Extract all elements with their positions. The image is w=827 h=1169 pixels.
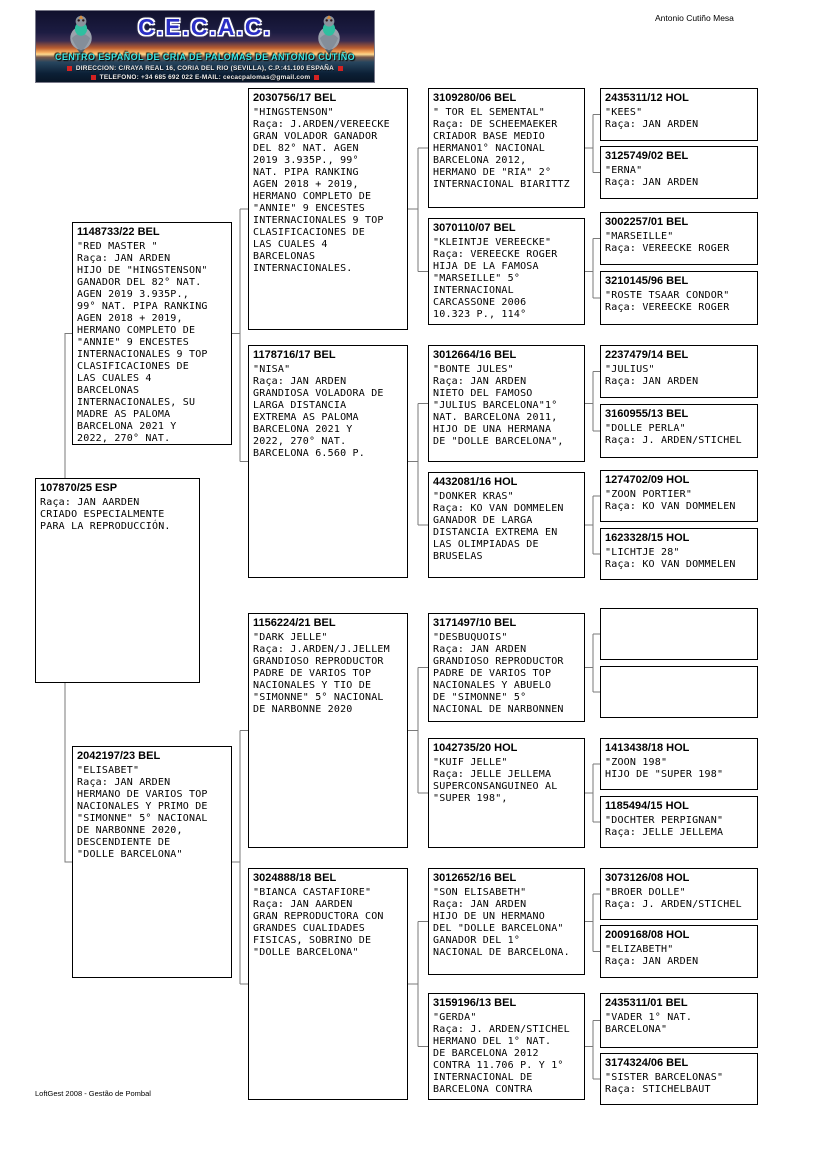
pedigree-box	[248, 613, 408, 848]
pedigree-text-line: "ROSTE TSAAR CONDOR"	[605, 290, 730, 301]
pedigree-text-line: "JULIUS"	[605, 364, 655, 375]
pedigree-text-line: Raça: VEREECKE ROGER	[605, 243, 730, 254]
pedigree-text-line: BARCELONA CONTRA	[433, 1084, 533, 1095]
ring-number: 1185494/15 HOL	[605, 800, 689, 812]
pedigree-text-line: Raça: STICHELBAUT	[605, 1084, 711, 1095]
pedigree-text-line: "GERDA"	[433, 1012, 477, 1023]
pedigree-text-line: BARCELONAS	[253, 251, 316, 262]
ring-number: 1042735/20 HOL	[433, 742, 518, 754]
pedigree-text-line: PADRE DE VARIOS TOP	[433, 668, 552, 679]
ring-number: 3070110/07 BEL	[433, 222, 516, 234]
pedigree-text-line: AGEN 2018 + 2019,	[253, 179, 359, 190]
ring-number: 1156224/21 BEL	[253, 617, 336, 629]
red-marker-icon	[314, 75, 319, 80]
pedigree-text-line: INTERNACIONALES 9 TOP	[253, 215, 384, 226]
pedigree-text-line: Raça: J.ARDEN/J.JELLEM	[253, 644, 390, 655]
pedigree-box	[428, 88, 585, 208]
pedigree-text-line: "SIMONNE" 5° NACIONAL	[253, 692, 384, 703]
pedigree-text-line: Raça: JAN ARDEN	[433, 376, 527, 387]
pedigree-text-line: HIJA DE LA FAMOSA	[433, 261, 539, 272]
ring-number: 3109280/06 BEL	[433, 92, 517, 104]
pedigree-text-line: BARCELONA"	[605, 1024, 668, 1035]
pedigree-box	[72, 746, 232, 978]
pedigree-box	[428, 613, 585, 722]
pedigree-text-line: "ANNIE" 9 ENCESTES	[77, 337, 189, 348]
pedigree-box	[35, 478, 200, 683]
pedigree-text-line: CRIADO ESPECIALMENTE	[40, 509, 165, 520]
pedigree-text-line: Raça: JAN ARDEN	[605, 956, 699, 967]
pedigree-text-line: CLASIFICACIONES DE	[253, 227, 365, 238]
pedigree-text-line: "ERNA"	[605, 165, 643, 176]
pedigree-text-line: Raça: DE SCHEEMAEKER	[433, 119, 558, 130]
pedigree-text-line: NACIONALES Y TIO DE	[253, 680, 372, 691]
ring-number: 3012664/16 BEL	[433, 349, 517, 361]
pedigree-text-line: Raça: JAN ARDEN	[605, 376, 699, 387]
pedigree-text-line: DE "DOLLE BARCELONA",	[433, 436, 564, 447]
pedigree-text-line: HIJO DE UN HERMANO	[433, 911, 545, 922]
pedigree-text-line: 10.323 P., 114°	[433, 309, 527, 320]
pedigree-text-line: EXTREMA AS PALOMA	[253, 412, 359, 423]
pedigree-box	[248, 868, 408, 1100]
ring-number: 1413438/18 HOL	[605, 742, 690, 754]
pedigree-text-line: GRANDIOSA VOLADORA DE	[253, 388, 384, 399]
pedigree-text-line: BARCELONAS	[77, 385, 140, 396]
pedigree-text-line: "JULIUS BARCELONA"1°	[433, 400, 558, 411]
ring-number: 3171497/10 BEL	[433, 617, 517, 629]
pedigree-text-line: GANADOR DEL 82° NAT.	[77, 277, 202, 288]
pedigree-text-line: INTERNACIONAL BIARITTZ	[433, 179, 570, 190]
pedigree-text-line: LAS OLIMPIADAS DE	[433, 539, 539, 550]
pedigree-text-line: Raça: JAN ARDEN	[605, 177, 699, 188]
pedigree-text-line: "LICHTJE 28"	[605, 547, 680, 558]
pedigree-text-line: Raça: VEREECKE ROGER	[433, 249, 558, 260]
pedigree-text-line: PARA LA REPRODUCCIÓN.	[40, 521, 171, 532]
pedigree-text-line: GRANDES CUALIDADES	[253, 923, 365, 934]
pedigree-box	[72, 222, 232, 445]
pedigree-text-line: HERMANO DEL 1° NAT.	[433, 1036, 552, 1047]
club-contact: TELEFONO: +34 685 692 022 E-MAIL: cecacpalomas@gmail.com	[99, 74, 311, 81]
pedigree-text-line: GANADOR DEL 1°	[433, 935, 521, 946]
pedigree-box	[248, 88, 408, 330]
pedigree-text-line: DEL "DOLLE BARCELONA"	[433, 923, 564, 934]
pedigree-text-line: FISICAS, SOBRINO DE	[253, 935, 372, 946]
pedigree-text-line: DEL 82° NAT. AGEN	[253, 143, 359, 154]
pedigree-text-line: Raça: JAN ARDEN	[77, 253, 171, 264]
pedigree-text-line: "ZOON 198"	[605, 757, 668, 768]
pedigree-text-line: "KEES"	[605, 107, 643, 118]
pedigree-text-line: CLASIFICACIONES DE	[77, 361, 189, 372]
ring-number: 3002257/01 BEL	[605, 216, 689, 228]
pedigree-text-line: INTERNACIONAL DE	[433, 1072, 533, 1083]
pedigree-text-line: NACIONAL DE NARBONNEN	[433, 704, 564, 715]
pedigree-text-line: "VADER 1° NAT.	[605, 1012, 693, 1023]
pedigree-text-line: "ZOON PORTIER"	[605, 489, 693, 500]
pedigree-text-line: "BROER DOLLE"	[605, 887, 686, 898]
pedigree-text-line: BARCELONA 2012,	[433, 155, 527, 166]
ring-number: 3012652/16 BEL	[433, 872, 517, 884]
pedigree-text-line: "MARSEILLE"	[605, 231, 674, 242]
pedigree-box	[600, 88, 758, 141]
pedigree-text-line: Raça: KO VAN DOMMELEN	[605, 501, 736, 512]
pedigree-text-line: NACIONALES Y ABUELO	[433, 680, 552, 691]
pedigree-text-line: "DOLLE PERLA"	[605, 423, 686, 434]
pedigree-text-line: "SIMONNE" 5° NACIONAL	[77, 813, 208, 824]
pedigree-text-line: CRIADOR BASE MEDIO	[433, 131, 545, 142]
red-marker-icon	[338, 66, 343, 71]
pedigree-box	[248, 345, 408, 578]
pedigree-box	[428, 345, 585, 462]
pedigree-text-line: SUPERCONSANGUINEO AL	[433, 781, 558, 792]
pedigree-box	[428, 868, 585, 975]
pedigree-box	[600, 345, 758, 398]
pedigree-box	[428, 993, 585, 1100]
pedigree-text-line: 2022, 270° NAT.	[77, 433, 171, 444]
ring-number: 3174324/06 BEL	[605, 1057, 689, 1069]
ring-number: 3159196/13 BEL	[433, 997, 517, 1009]
pedigree-box	[600, 738, 758, 790]
pedigree-text-line: HERMANO DE VARIOS TOP	[77, 789, 208, 800]
pedigree-text-line: Raça: JELLE JELLEMA	[433, 769, 552, 780]
pedigree-text-line: "ELISABET"	[77, 765, 140, 776]
pedigree-text-line: GRANDIOSO REPRODUCTOR	[433, 656, 564, 667]
pedigree-box	[600, 528, 758, 580]
pedigree-box	[428, 472, 585, 578]
ring-number: 3073126/08 HOL	[605, 872, 690, 884]
pedigree-text-line: DISTANCIA EXTREMA EN	[433, 527, 558, 538]
pedigree-text-line: NACIONAL DE BARCELONA.	[433, 947, 570, 958]
club-full-name: CENTRO ESPAÑOL DE CRIA DE PALOMAS DE ANTONIO CUTIÑO	[54, 52, 356, 62]
ring-number: 3024888/18 BEL	[253, 872, 337, 884]
pedigree-text-line: "SON ELISABETH"	[433, 887, 527, 898]
pedigree-text-line: LARGA DISTANCIA	[253, 400, 347, 411]
pedigree-text-line: INTERNACIONALES.	[253, 263, 353, 274]
club-address-row	[36, 65, 374, 72]
pedigree-text-line: HIJO DE "SUPER 198"	[605, 769, 724, 780]
pedigree-text-line: "ANNIE" 9 ENCESTES	[253, 203, 365, 214]
ring-number: 2435311/12 HOL	[605, 92, 689, 104]
club-address: DIRECCION: C/RAYA REAL 16, CORIA DEL RIO (SEVILLA), C.P.:41.100 ESPAÑA	[75, 65, 335, 72]
pedigree-box	[600, 146, 758, 199]
pedigree-text-line: " TOR EL SEMENTAL"	[433, 107, 545, 118]
pedigree-text-line: "NISA"	[253, 364, 291, 375]
pedigree-text-line: Raça: VEREECKE ROGER	[605, 302, 730, 313]
pedigree-text-line: BARCELONA 6.560 P.	[253, 448, 365, 459]
ring-number: 2237479/14 BEL	[605, 349, 689, 361]
pedigree-text-line: "DARK JELLE"	[253, 632, 328, 643]
pedigree-text-line: "ELIZABETH"	[605, 944, 674, 955]
pedigree-text-line: BARCELONA 2021 Y	[77, 421, 177, 432]
red-marker-icon	[67, 66, 72, 71]
pedigree-text-line: "KUIF JELLE"	[433, 757, 508, 768]
pedigree-text-line: Raça: J. ARDEN/STICHEL	[433, 1024, 570, 1035]
ring-number: 2009168/08 HOL	[605, 929, 690, 941]
pedigree-text-line: Raça: J. ARDEN/STICHEL	[605, 899, 742, 910]
club-banner	[35, 10, 375, 83]
pedigree-text-line: "DONKER KRAS"	[433, 491, 514, 502]
pedigree-text-line: LAS CUALES 4	[77, 373, 152, 384]
pedigree-text-line: GRANDIOSO REPRODUCTOR	[253, 656, 384, 667]
pedigree-text-line: "DOLLE BARCELONA"	[253, 947, 359, 958]
ring-number: 3160955/13 BEL	[605, 408, 689, 420]
pedigree-text-line: INTERNACIONALES 9 TOP	[77, 349, 208, 360]
pedigree-text-line: GANADOR DE LARGA	[433, 515, 533, 526]
pedigree-text-line: HERMANO1° NACIONAL	[433, 143, 545, 154]
pedigree-text-line: NIETO DEL FAMOSO	[433, 388, 533, 399]
pedigree-box	[600, 666, 758, 718]
pedigree-box	[600, 608, 758, 660]
ring-number: 4432081/16 HOL	[433, 476, 518, 488]
pedigree-text-line: BRUSELAS	[433, 551, 483, 562]
ring-number: 1178716/17 BEL	[253, 349, 336, 361]
app-credit: LoftGest 2008 - Gestão de Pombal	[35, 1089, 151, 1098]
pedigree-text-line: HERMANO COMPLETO DE	[253, 191, 372, 202]
pedigree-text-line: NAT. PIPA RANKING	[253, 167, 359, 178]
pedigree-text-line: 99° NAT. PIPA RANKING	[77, 301, 208, 312]
pedigree-text-line: "HINGSTENSON"	[253, 107, 334, 118]
ring-number: 3210145/96 BEL	[605, 275, 689, 287]
pedigree-box	[600, 868, 758, 920]
pedigree-text-line: Raça: JAN ARDEN	[433, 644, 527, 655]
pedigree-text-line: "BIANCA CASTAFIORE"	[253, 887, 372, 898]
pedigree-text-line: Raça: JAN AARDEN	[253, 899, 353, 910]
pedigree-box	[600, 212, 758, 265]
pedigree-text-line: Raça: KO VAN DOMMELEN	[433, 503, 564, 514]
pedigree-text-line: LAS CUALES 4	[253, 239, 328, 250]
pedigree-text-line: INTERNACIONAL	[433, 285, 514, 296]
pedigree-text-line: HIJO DE UNA HERMANA	[433, 424, 552, 435]
ring-number: 1148733/22 BEL	[77, 226, 160, 238]
pedigree-text-line: "DESBUQUOIS"	[433, 632, 508, 643]
ring-number: 3125749/02 BEL	[605, 150, 689, 162]
pedigree-text-line: DE NARBONNE 2020	[253, 704, 353, 715]
pedigree-text-line: DE BARCELONA 2012	[433, 1048, 539, 1059]
pedigree-text-line: CARCASSONE 2006	[433, 297, 527, 308]
pedigree-text-line: NAT. BARCELONA 2011,	[433, 412, 558, 423]
pedigree-text-line: 2022, 270° NAT.	[253, 436, 347, 447]
pedigree-text-line: Raça: JAN ARDEN	[605, 119, 699, 130]
pedigree-box	[600, 470, 758, 522]
pedigree-text-line: Raça: JELLE JELLEMA	[605, 827, 724, 838]
pedigree-text-line: AGEN 2019 3.935P.,	[77, 289, 189, 300]
pedigree-text-line: Raça: J.ARDEN/VEREECKE	[253, 119, 390, 130]
pedigree-text-line: DE "SIMONNE" 5°	[433, 692, 527, 703]
pedigree-text-line: PADRE DE VARIOS TOP	[253, 668, 372, 679]
pedigree-text-line: GRAN VOLADOR GANADOR	[253, 131, 378, 142]
pedigree-text-line: "MARSEILLE" 5°	[433, 273, 521, 284]
ring-number: 1623328/15 HOL	[605, 532, 690, 544]
ring-number: 1274702/09 HOL	[605, 474, 690, 486]
pedigree-text-line: "BONTE JULES"	[433, 364, 514, 375]
ring-number: 2435311/01 BEL	[605, 997, 688, 1009]
pedigree-text-line: "RED MASTER "	[77, 241, 158, 252]
ring-number: 2030756/17 BEL	[253, 92, 337, 104]
pedigree-text-line: DE NARBONNE 2020,	[77, 825, 183, 836]
pedigree-box	[600, 271, 758, 325]
pedigree-box	[600, 1053, 758, 1105]
pedigree-text-line: GRAN REPRODUCTORA CON	[253, 911, 384, 922]
pedigree-text-line: Raça: KO VAN DOMMELEN	[605, 559, 736, 570]
pedigree-text-line: Raça: JAN ARDEN	[77, 777, 171, 788]
ring-number: 2042197/23 BEL	[77, 750, 161, 762]
pedigree-box	[600, 404, 758, 458]
pedigree-text-line: MADRE AS PALOMA	[77, 409, 171, 420]
pedigree-box	[428, 218, 585, 325]
pedigree-text-line: Raça: JAN ARDEN	[433, 899, 527, 910]
pedigree-text-line: "SISTER BARCELONAS"	[605, 1072, 724, 1083]
pedigree-text-line: HIJO DE "HINGSTENSON"	[77, 265, 208, 276]
pedigree-text-line: 2019 3.935P., 99°	[253, 155, 359, 166]
pedigree-text-line: HERMANO DE "RIA" 2°	[433, 167, 552, 178]
pedigree-box	[428, 738, 585, 848]
pedigree-text-line: Raça: JAN AARDEN	[40, 497, 140, 508]
pedigree-text-line: BARCELONA 2021 Y	[253, 424, 353, 435]
red-marker-icon	[91, 75, 96, 80]
pedigree-text-line: INTERNACIONALES, SU	[77, 397, 196, 408]
pedigree-text-line: AGEN 2018 + 2019,	[77, 313, 183, 324]
pedigree-text-line: DESCENDIENTE DE	[77, 837, 171, 848]
pedigree-text-line: HERMANO COMPLETO DE	[77, 325, 196, 336]
pedigree-text-line: Raça: JAN ARDEN	[253, 376, 347, 387]
pedigree-text-line: "KLEINTJE VEREECKE"	[433, 237, 552, 248]
pedigree-text-line: "SUPER 198",	[433, 793, 508, 804]
pedigree-box	[600, 796, 758, 848]
pedigree-text-line: "DOLLE BARCELONA"	[77, 849, 183, 860]
club-contact-row	[36, 74, 374, 81]
pedigree-text-line: Raça: J. ARDEN/STICHEL	[605, 435, 742, 446]
pedigree-box	[600, 925, 758, 978]
pedigree-box	[600, 993, 758, 1048]
pedigree-text-line: NACIONALES Y PRIMO DE	[77, 801, 208, 812]
pedigree-text-line: "DOCHTER PERPIGNAN"	[605, 815, 724, 826]
pedigree-text-line: CONTRA 11.706 P. Y 1°	[433, 1060, 564, 1071]
owner-name: Antonio Cutiño Mesa	[655, 13, 734, 23]
club-acronym: C.E.C.A.C.	[138, 14, 272, 40]
ring-number: 107870/25 ESP	[40, 482, 118, 494]
